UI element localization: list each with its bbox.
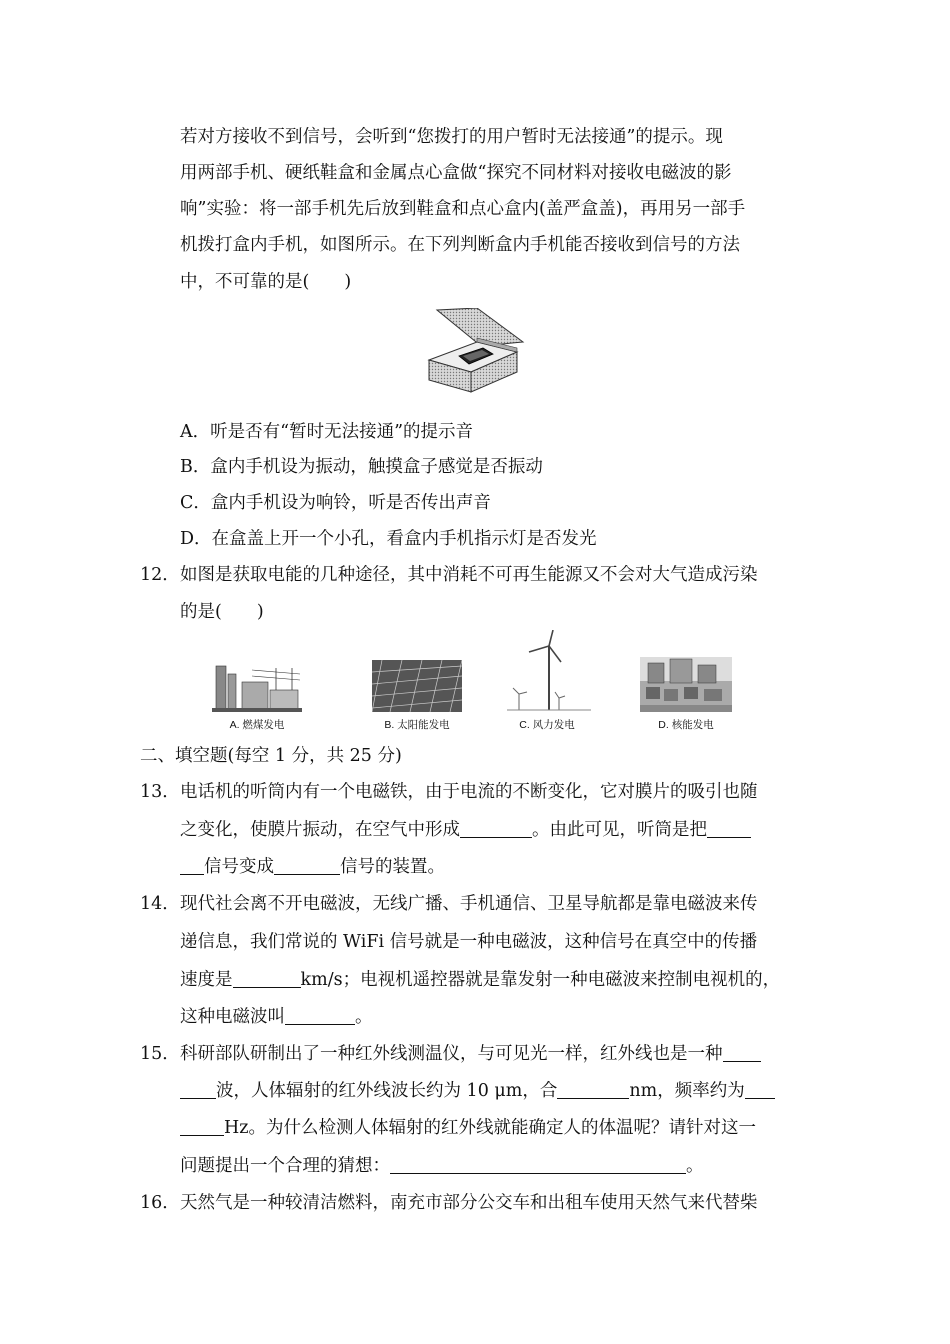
- q11-option-d: D．在盒盖上开一个小孔，看盒内手机指示灯是否发光: [180, 529, 597, 549]
- wind-power-image: [507, 630, 591, 712]
- q13-line-3: [180, 855, 445, 879]
- q13-line-1: 电话机的听筒内有一个电磁铁，由于电流的不断变化，它对膜片的吸引也随: [180, 782, 758, 802]
- q11-option-b: B．盒内手机设为振动，触摸盒子感觉是否振动: [180, 457, 543, 477]
- q15-line-3-text-a: Hz。为什么检测人体辐射的红外线就能确定人的体温呢？请针对这一: [224, 1118, 756, 1138]
- q14-line-3-text-b: km/s；电视机遥控器就是靠发射一种电磁波来控制电视机的，: [300, 970, 781, 990]
- phone-in-box-figure: [425, 308, 525, 394]
- q14-line-1: 现代社会离不开电磁波，无线广播、手机通信、卫星导航都是靠电磁波来传: [180, 894, 758, 914]
- caption-nuclear: D. 核能发电: [658, 719, 714, 731]
- q14-line-3: [180, 968, 780, 992]
- caption-wind: C. 风力发电: [519, 719, 575, 731]
- q11-option-a: A．听是否有“暂时无法接通”的提示音: [180, 422, 474, 442]
- q15-line-1-text: 科研部队研制出了一种红外线测温仪，与可见光一样，红外线也是一种: [180, 1044, 723, 1064]
- q15-line-2-text-b: nm，频率约为: [629, 1081, 745, 1101]
- q15-line-4: [180, 1154, 704, 1178]
- q15-line-1: [180, 1042, 761, 1066]
- q15-line-2: [180, 1079, 775, 1103]
- q15-number: 15．: [140, 1044, 180, 1064]
- caption-coal: A. 燃煤发电: [229, 719, 285, 731]
- q11-line-3: 响”实验：将一部手机先后放到鞋盒和点心盒内(盖严盒盖)，再用另一部手: [180, 199, 746, 219]
- q16-number: 16．: [140, 1193, 180, 1213]
- q13-line-2: [180, 818, 751, 842]
- q12-line-2: 的是( ): [180, 602, 264, 622]
- q15-line-4-text-b: 。: [686, 1156, 704, 1176]
- coal-power-image: [212, 660, 302, 712]
- section-2-title: 二、填空题(每空 1 分，共 25 分): [140, 746, 402, 766]
- q12-line-1: 如图是获取电能的几种途径，其中消耗不可再生能源又不会对大气造成污染: [180, 565, 758, 585]
- q14-line-4-text-a: 这种电磁波叫: [180, 1007, 285, 1027]
- q14-blank-2[interactable]: [285, 1007, 355, 1025]
- caption-solar: B. 太阳能发电: [384, 719, 450, 731]
- q15-blank-1[interactable]: [723, 1044, 761, 1062]
- q14-line-4: [180, 1005, 373, 1029]
- q11-line-2: 用两部手机、硬纸鞋盒和金属点心盒做“探究不同材料对接收电磁波的影: [180, 163, 732, 183]
- q14-line-3-text-a: 速度是: [180, 970, 233, 990]
- q13-blank-1[interactable]: [460, 820, 532, 838]
- q15-blank-2[interactable]: [557, 1081, 629, 1099]
- q15-line-2-text-a: 波，人体辐射的红外线波长约为 10 μm，合: [216, 1081, 558, 1101]
- q15-blank-4[interactable]: [390, 1156, 686, 1174]
- q13-blank-2-cont[interactable]: [180, 857, 204, 875]
- solar-power-image: [372, 660, 462, 712]
- q13-line-3-text-b: 信号的装置。: [340, 857, 445, 877]
- q14-line-4-text-b: 。: [355, 1007, 373, 1027]
- q12-number: 12．: [140, 565, 180, 585]
- q14-number: 14．: [140, 894, 180, 914]
- q11-line-1: 若对方接收不到信号，会听到“您拨打的用户暂时无法接通”的提示。现: [180, 127, 723, 147]
- q13-blank-2[interactable]: [707, 820, 751, 838]
- q13-line-3-text-a: 信号变成: [204, 857, 274, 877]
- nuclear-power-image: [640, 657, 732, 712]
- q14-line-2: 递信息，我们常说的 WiFi 信号就是一种电磁波，这种信号在真空中的传播: [180, 932, 758, 952]
- q14-blank-1[interactable]: [233, 970, 301, 988]
- q13-line-2-text-a: 之变化，使膜片振动，在空气中形成: [180, 820, 460, 840]
- q15-blank-1-cont[interactable]: [180, 1081, 216, 1099]
- q15-line-3: [180, 1116, 756, 1140]
- q13-blank-3[interactable]: [274, 857, 340, 875]
- q15-blank-3[interactable]: [745, 1081, 775, 1099]
- q11-line-4: 机拨打盒内手机，如图所示。在下列判断盒内手机能否接收到信号的方法: [180, 235, 740, 255]
- q15-line-4-text-a: 问题提出一个合理的猜想：: [180, 1156, 390, 1176]
- q11-option-c: C．盒内手机设为响铃，听是否传出声音: [180, 493, 491, 513]
- q11-line-5: 中，不可靠的是( ): [180, 272, 352, 292]
- q13-line-2-text-b: 。由此可见，听筒是把: [532, 820, 707, 840]
- q15-blank-3-cont[interactable]: [180, 1118, 224, 1136]
- q16-line-1: 天然气是一种较清洁燃料，南充市部分公交车和出租车使用天然气来代替柴: [180, 1193, 758, 1213]
- q13-number: 13．: [140, 782, 180, 802]
